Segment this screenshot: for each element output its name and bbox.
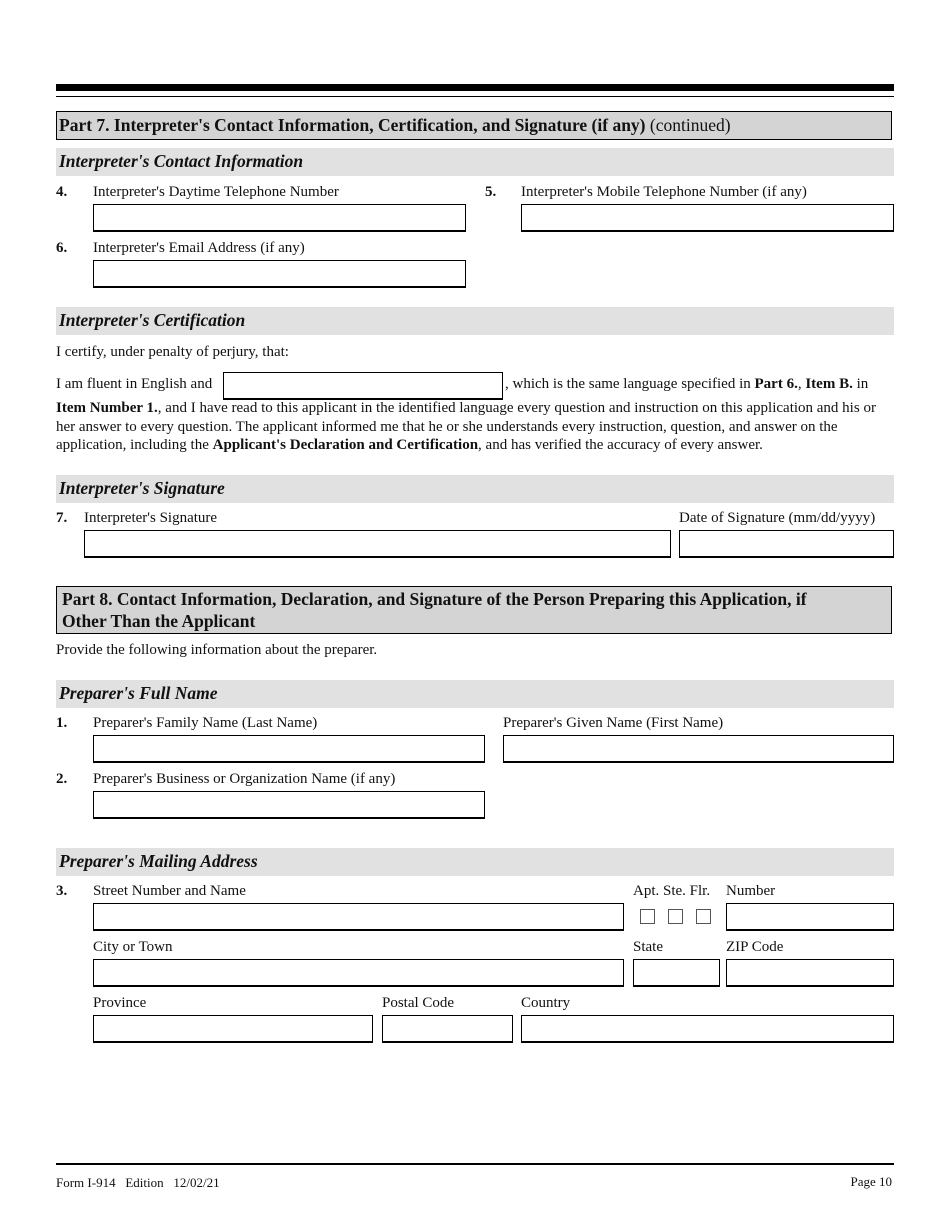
number-label: Number [726, 883, 776, 899]
signature-date-label: Date of Signature (mm/dd/yyyy) [679, 510, 876, 526]
state-field[interactable] [633, 959, 720, 987]
apt-ste-flr-label: Apt. Ste. Flr. [633, 883, 711, 899]
city-field[interactable] [93, 959, 624, 987]
business-name-field[interactable] [93, 791, 485, 819]
part8-header [56, 586, 892, 634]
page-number: Page 10 [850, 1174, 892, 1189]
apt-checkbox[interactable] [640, 909, 655, 924]
mobile-phone-field[interactable] [521, 204, 894, 232]
form-edition: Form I-914 Edition 12/02/21 [56, 1175, 220, 1190]
interpreter-certification-heading: Interpreter's Certification [56, 307, 894, 335]
street-field[interactable] [93, 903, 624, 931]
part7-continued: (continued) [649, 115, 731, 135]
postal-code-field[interactable] [382, 1015, 513, 1043]
part8-intro: Provide the following information about the preparer. [56, 642, 378, 658]
family-name-label: Preparer's Family Name (Last Name) [93, 715, 318, 731]
item5-number: 5. [485, 184, 497, 200]
item7-number: 7. [56, 510, 68, 526]
interpreter-signature-label: Interpreter's Signature [84, 510, 218, 526]
part8-title-line2: Other Than the Applicant [62, 611, 256, 631]
ste-checkbox[interactable] [668, 909, 683, 924]
fluent-prefix: I am fluent in English and [56, 376, 213, 392]
given-name-field[interactable] [503, 735, 894, 763]
top-thin-rule [56, 96, 894, 97]
city-label: City or Town [93, 939, 173, 955]
item4-number: 4. [56, 184, 68, 200]
street-label: Street Number and Name [93, 883, 246, 899]
family-name-field[interactable] [93, 735, 485, 763]
item3-number: 3. [56, 883, 68, 899]
flr-checkbox[interactable] [696, 909, 711, 924]
country-label: Country [521, 995, 571, 1011]
part7-header [56, 111, 892, 140]
fluent-suffix: , which is the same language specified in Part 6., Item B. in [505, 376, 869, 392]
zip-label: ZIP Code [726, 939, 784, 955]
item6-number: 6. [56, 240, 68, 256]
given-name-label: Preparer's Given Name (First Name) [503, 715, 724, 731]
daytime-phone-field[interactable] [93, 204, 466, 232]
language-field[interactable] [223, 372, 503, 400]
postal-code-label: Postal Code [382, 995, 455, 1011]
item2-number: 2. [56, 771, 68, 787]
part7-title: Part 7. Interpreter's Contact Information, Certification, and Signature (if any) [59, 115, 646, 135]
business-name-label: Preparer's Business or Organization Name (if any) [93, 771, 396, 787]
province-field[interactable] [93, 1015, 373, 1043]
interpreter-signature-field[interactable] [84, 530, 671, 558]
email-label: Interpreter's Email Address (if any) [93, 240, 305, 256]
zip-field[interactable] [726, 959, 894, 987]
mobile-phone-label: Interpreter's Mobile Telephone Number (if any) [521, 184, 807, 200]
signature-date-field[interactable] [679, 530, 894, 558]
interpreter-signature-heading: Interpreter's Signature [56, 475, 894, 503]
footer-rule [56, 1163, 894, 1165]
item1-number: 1. [56, 715, 68, 731]
state-label: State [633, 939, 663, 955]
part8-title-line1: Part 8. Contact Information, Declaration, and Signature of the Person Preparing this Application, if [62, 589, 807, 609]
preparer-mailing-heading: Preparer's Mailing Address [56, 848, 894, 876]
apt-number-field[interactable] [726, 903, 894, 931]
province-label: Province [93, 995, 147, 1011]
interpreter-contact-heading: Interpreter's Contact Information [56, 148, 894, 176]
top-thick-rule [56, 84, 894, 91]
preparer-full-name-heading: Preparer's Full Name [56, 680, 894, 708]
email-field[interactable] [93, 260, 466, 288]
certification-paragraph: Item Number 1., and I have read to this applicant in the identified language every question and instruction on this application and his or her answer to every question. The applicant informed me that he or she understands every instruction, question, and answer on the application, including the Applicant's Declaration and Certification, and has verified the accuracy of every answer. [56, 400, 876, 453]
daytime-phone-label: Interpreter's Daytime Telephone Number [93, 184, 339, 200]
certification-intro: I certify, under penalty of perjury, that: [56, 344, 289, 360]
country-field[interactable] [521, 1015, 894, 1043]
